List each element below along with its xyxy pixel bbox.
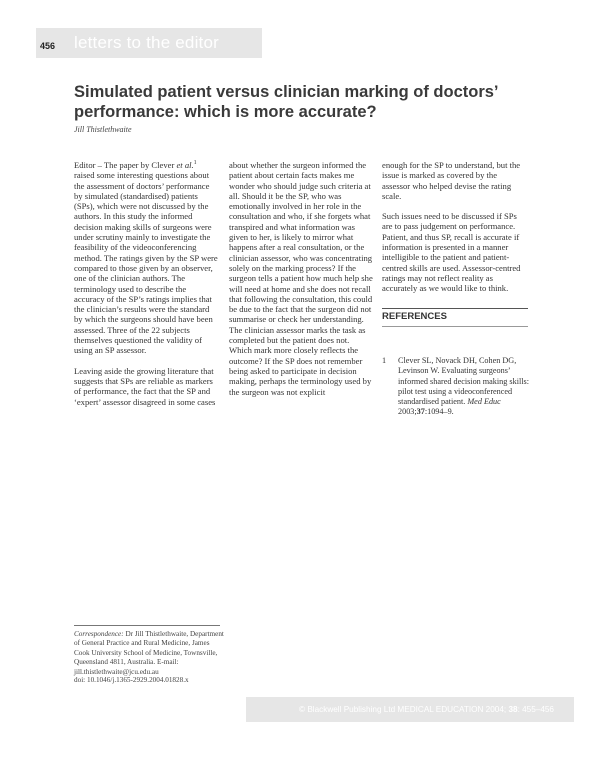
paragraph: about whether the surgeon informed the patient about certain facts makes me wonder who should judge such criteria at all. Should it be the SP, who was emotionally involved in her role in the consultation and who, if she forgets what transpired and what information was given to her, is likely to mirror what happens after a real consultation, or the clinician assessor, who was concentrating solely on the marking process? If the surgeon tells a patient how much help she will need at home and she does not recall that following the consultation, this could be due to the fact that the surgeon did not summarise or check her understanding. The clinician assessor marks the task as completed but the patient does not. Which mark more closely reflects the outcome? If the SP does not remember being asked to participate in decision making, perhaps the terminology used by the surgeon was not explicit [229,160,373,397]
page-number: 456 [40,41,56,51]
references-heading: REFERENCES [382,311,447,322]
text-column-1 [74,160,218,417]
paragraph: enough for the SP to understand, but the issue is marked as covered by the assessor who helped devise the rating scale. [382,160,521,201]
reference-text: Clever SL, Novack DH, Cohen DG, Levinson W. Evaluating surgeons’ informed shared decision making skills: pilot test using a videoconferenced standardised patient. Med Educ 2003;37:1094–9. [398,356,529,417]
article-title: Simulated patient versus clinician marking of doctors’ performance: which is more accurate? [74,83,498,121]
correspondence-rule [74,625,220,626]
references-rule-bottom [382,326,528,327]
paragraph: Such issues need to be discussed if SPs are to pass judgement on performance. Patient, and thus SP, recall is accurate if information is presented in a manner intelligible to the patient and patient-centred skills are used. Assessor-centred ratings may not reflect reality as accurately as we would like to think. [382,211,521,294]
footer-citation: © Blackwell Publishing Ltd MEDICAL EDUCATION 2004; 38: 455–456 [299,705,554,714]
text-column-3 [382,160,526,304]
correspondence-block: Correspondence: Dr Jill Thistlethwaite, Department of General Practice and Rural Medicine, James Cook University School of Medicine, Townsville, Queensland 4811, Australia. E-mail: jill.thistlethwaite@jcu.edu.au [74,630,224,676]
paragraph: Editor – The paper by Clever et al.$^1$ raised some interesting questions about the assessment of doctors’ performance by simulated (standardised) patients (SPs), which were not discussed by the authors. In this study the informed decision making skills of surgeons were under scrutiny mainly to investigate the feasibility of the videoconferencing method. The ratings given by the SP were compared to those given by an observer, one of the clinician authors. The terminology used to describe the accuracy of the SP’s ratings implies that the clinician’s results were the standard by which the surgeons should have been assessed. Three of the 22 subjects themselves questioned the validity of using an SP assessor. [74,160,218,356]
reference-item [382,356,532,418]
doi: doi: 10.1046/j.1365-2929.2004.01828.x [74,676,189,684]
text-column-2 [229,160,373,407]
section-label: letters to the editor [74,33,219,52]
paragraph: Leaving aside the growing literature that suggests that SPs are reliable as markers of performance, the fact that the SP and ‘expert’ assessor disagreed in some cases [74,365,216,407]
references-rule-top [382,308,528,309]
article-author: Jill Thistlethwaite [74,125,132,134]
reference-number: 1 [382,356,387,365]
